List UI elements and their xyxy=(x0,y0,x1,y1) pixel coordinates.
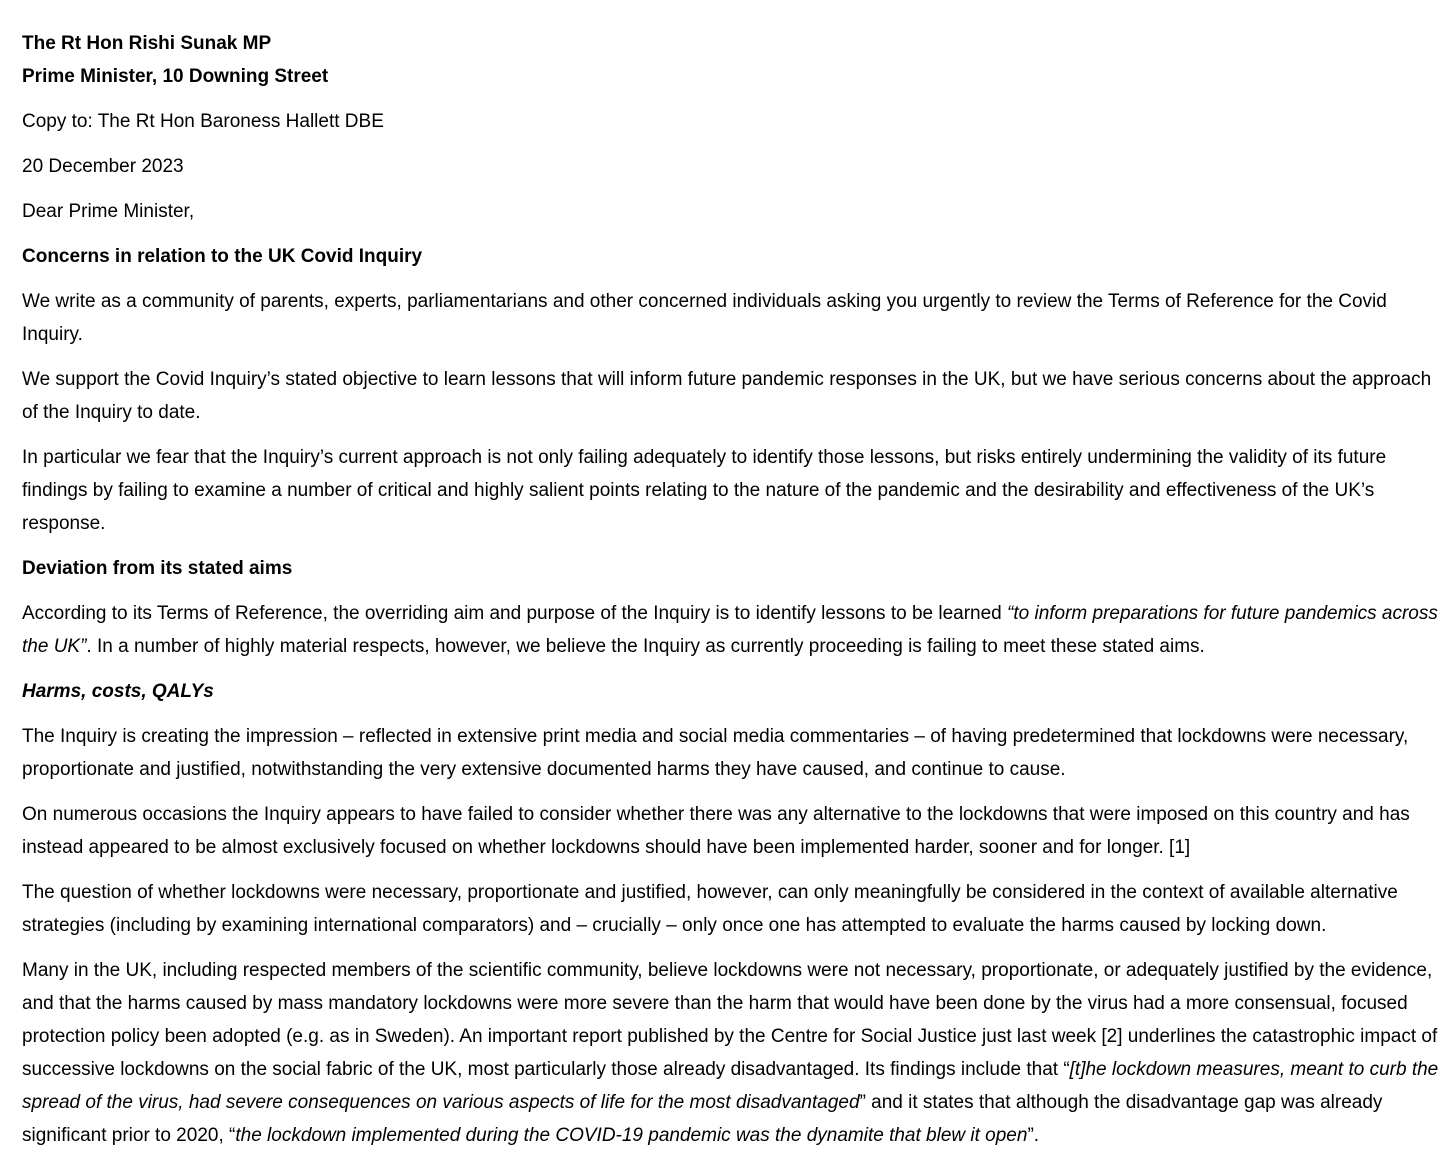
copy-to: Copy to: The Rt Hon Baroness Hallett DBE xyxy=(22,111,384,132)
paragraph-7: The question of whether lockdowns were necessary, proportionate and justified, however, can only meaningfully be considered in the context of available alternative strategies (including by examining international comparators) and – crucially – only once one has attempted to evaluate the harms caused by locking down. xyxy=(22,882,1398,936)
paragraph-6: On numerous occasions the Inquiry appears to have failed to consider whether there was any alternative to the lockdowns that were imposed on this country and has instead appeared to be almost exclusively focused on whether lockdowns should have been implemented harder, sooner and for longer. [1] xyxy=(22,804,1410,858)
paragraph-4-quote: “to inform preparations for future pandemics across the UK” xyxy=(22,603,1438,657)
paragraph-8-text-2: ” and it states that although the disadvantage gap was already significant prior to 2020, “ xyxy=(22,1092,1383,1146)
paragraph-8-text-3: ”. xyxy=(1027,1125,1040,1146)
salutation: Dear Prime Minister, xyxy=(22,201,195,222)
paragraph-1: We write as a community of parents, experts, parliamentarians and other concerned individuals asking you urgently to review the Terms of Reference for the Covid Inquiry. xyxy=(22,291,1387,345)
paragraph-3: In particular we fear that the Inquiry’s current approach is not only failing adequately to identify those lessons, but risks entirely undermining the validity of its future findings by failing to examine a number of critical and highly salient points relating to the nature of the pandemic and the desirability and effectiveness of the UK’s response. xyxy=(22,447,1387,534)
paragraph-5: The Inquiry is creating the impression – reflected in extensive print media and social media commentaries – of having predetermined that lockdowns were necessary, proportionate and justified, notwithstanding the very extensive documented harms they have caused, and continue to cause. xyxy=(22,726,1409,780)
paragraph-8-quote-2: the lockdown implemented during the COVID-19 pandemic was the dynamite that blew it open xyxy=(235,1125,1028,1146)
paragraph-8-text-1: Many in the UK, including respected members of the scientific community, believe lockdowns were not necessary, proportionate, or adequately justified by the evidence, and that the harms caused by mass mandatory lockdowns were more severe than the harm that would have been done by the virus had a more consensual, focused protection policy been adopted (e.g. as in Sweden). An important report published by the Centre for Social Justice just last week [2] underlines the catastrophic impact of successive lockdowns on the social fabric of the UK, most particularly those already disadvantaged. Its findings include that “ xyxy=(22,960,1438,1080)
recipient-block xyxy=(22,27,1440,93)
letter-heading: Concerns in relation to the UK Covid Inquiry xyxy=(22,246,423,267)
paragraph-4-text-after: . In a number of highly material respects, however, we believe the Inquiry as currently proceeding is failing to meet these stated aims. xyxy=(86,636,1205,657)
recipient-name: The Rt Hon Rishi Sunak MP xyxy=(22,33,272,54)
paragraph-4 xyxy=(22,597,1440,663)
letter-body xyxy=(22,27,1440,1164)
paragraph-8-quote-1: [t]he lockdown measures, meant to curb the spread of the virus, had severe consequences on various aspects of life for the most disadvantaged xyxy=(22,1059,1439,1113)
letter-date: 20 December 2023 xyxy=(22,156,184,177)
section-heading-deviation: Deviation from its stated aims xyxy=(22,558,293,579)
paragraph-4-text-before: According to its Terms of Reference, the overriding aim and purpose of the Inquiry is to identify lessons to be learned xyxy=(22,603,1008,624)
paragraph-2: We support the Covid Inquiry’s stated objective to learn lessons that will inform future pandemic responses in the UK, but we have serious concerns about the approach of the Inquiry to date. xyxy=(22,369,1432,423)
recipient-address: Prime Minister, 10 Downing Street xyxy=(22,66,329,87)
section-heading-harms: Harms, costs, QALYs xyxy=(22,681,214,702)
paragraph-8 xyxy=(22,954,1440,1152)
